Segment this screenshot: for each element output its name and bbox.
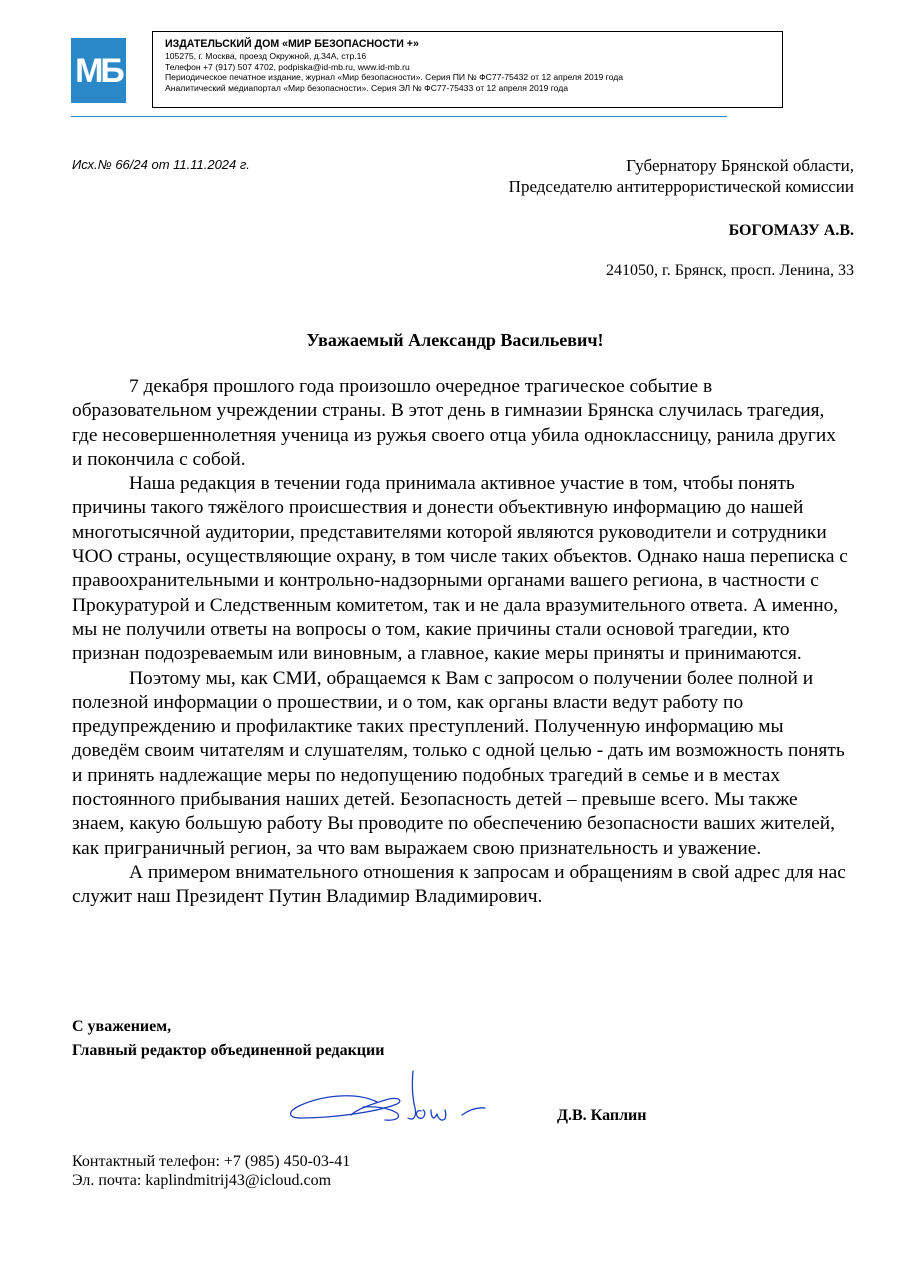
addressee-title: Губернатору Брянской области, — [626, 156, 854, 175]
header-divider — [71, 116, 727, 117]
portal-registration: Аналитический медиапортал «Мир безопасности». Серия ЭЛ № ФС77-75433 от 12 апреля 2019 года — [165, 82, 569, 93]
body-paragraph: 7 декабря прошлого года произошло очередное трагическое событие в образовательном учреждении страны. В этот день в гимназии Брянска случилась трагедия, где несовершеннолетняя ученица из ружья своего отца убила одноклассницу, ранила других и покончила с собой. — [72, 376, 836, 470]
addressee-block — [509, 155, 854, 197]
signer-name: Д.В. Каплин — [557, 1107, 647, 1124]
contact-block — [72, 1152, 350, 1190]
body-paragraph: Поэтому мы, как СМИ, обращаемся к Вам с запросом о получении более полной и полезной информации о прошествии, и о том, как органы власти ведут работу по предупреждению и профилактике таких преступлений. Полученную информацию мы доведём своим читателям и слушателям, только с одной целью - дать им возможность понять и принять надлежащие меры по недопущению подобных трагедий в семье и в местах постоянного прибывания наших детей. Безопасность детей – превыше всего. Мы также знаем, какую большую работу Вы проводите по обеспечению безопасности ваших жителей, как приграничный регион, за что вам выражаем свою признательность и уважение. — [72, 667, 845, 859]
body-paragraph: А примером внимательного отношения к запросам и обращениям в свой адрес для нас служит наш Президент Путин Владимир Владимирович. — [72, 861, 846, 908]
salutation: Уважаемый Александр Васильевич! — [306, 330, 604, 350]
publisher-contacts: Телефон +7 (917) 507 4702, podpiska@id-mb.ru, www.id-mb.ru — [165, 61, 410, 72]
addressee-position: Председателю антитеррористической комиссии — [508, 177, 854, 196]
outgoing-reference-number: Исх.№ 66/24 от 11.11.2024 г. — [72, 157, 250, 172]
closing-regards: С уважением, — [72, 1018, 172, 1035]
publisher-name: ИЗДАТЕЛЬСКИЙ ДОМ «МИР БЕЗОПАСНОСТИ +» — [165, 38, 419, 50]
contact-email: Эл. почта: kaplindmitrij43@icloud.com — [72, 1172, 332, 1189]
contact-phone: Контактный телефон: +7 (985) 450-03-41 — [72, 1153, 351, 1170]
logo-text: МБ — [75, 51, 122, 90]
print-registration: Периодическое печатное издание, журнал «Мир безопасности». Серия ПИ № ФС77-75432 от 12 апреля 2019 года — [165, 72, 623, 83]
publisher-logo — [71, 38, 126, 103]
letter-body — [72, 375, 850, 910]
closing-position: Главный редактор объединенной редакции — [72, 1042, 385, 1059]
publisher-address: 105275, г. Москва, проезд Окружной, д.34А, стр.16 — [165, 51, 367, 61]
recipient-address: 241050, г. Брянск, просп. Ленина, 33 — [606, 262, 854, 279]
recipient-name: БОГОМАЗУ А.В. — [728, 222, 854, 239]
closing-block — [72, 1015, 384, 1063]
publisher-info-box — [152, 31, 783, 108]
body-paragraph: Наша редакция в течении года принимала активное участие в том, чтобы понять причины такого тяжёлого происшествия и донести объективную информацию до нашей многотысячной аудитории, представителями которой являются руководители и сотрудники ЧОО страны, осуществляющие охрану, в том числе таких объектов. Однако наша переписка с правоохранительными и контрольно-надзорными органами вашего региона, в частности с Прокуратурой и Следственным комитетом, так и не дала вразумительного ответа. А именно, мы не получили ответы на вопросы о том, какие причины стали основой трагедии, кто признан подозреваемым или виновным, а главное, какие меры приняты и принимаются. — [72, 473, 848, 665]
handwritten-signature — [285, 1066, 500, 1128]
